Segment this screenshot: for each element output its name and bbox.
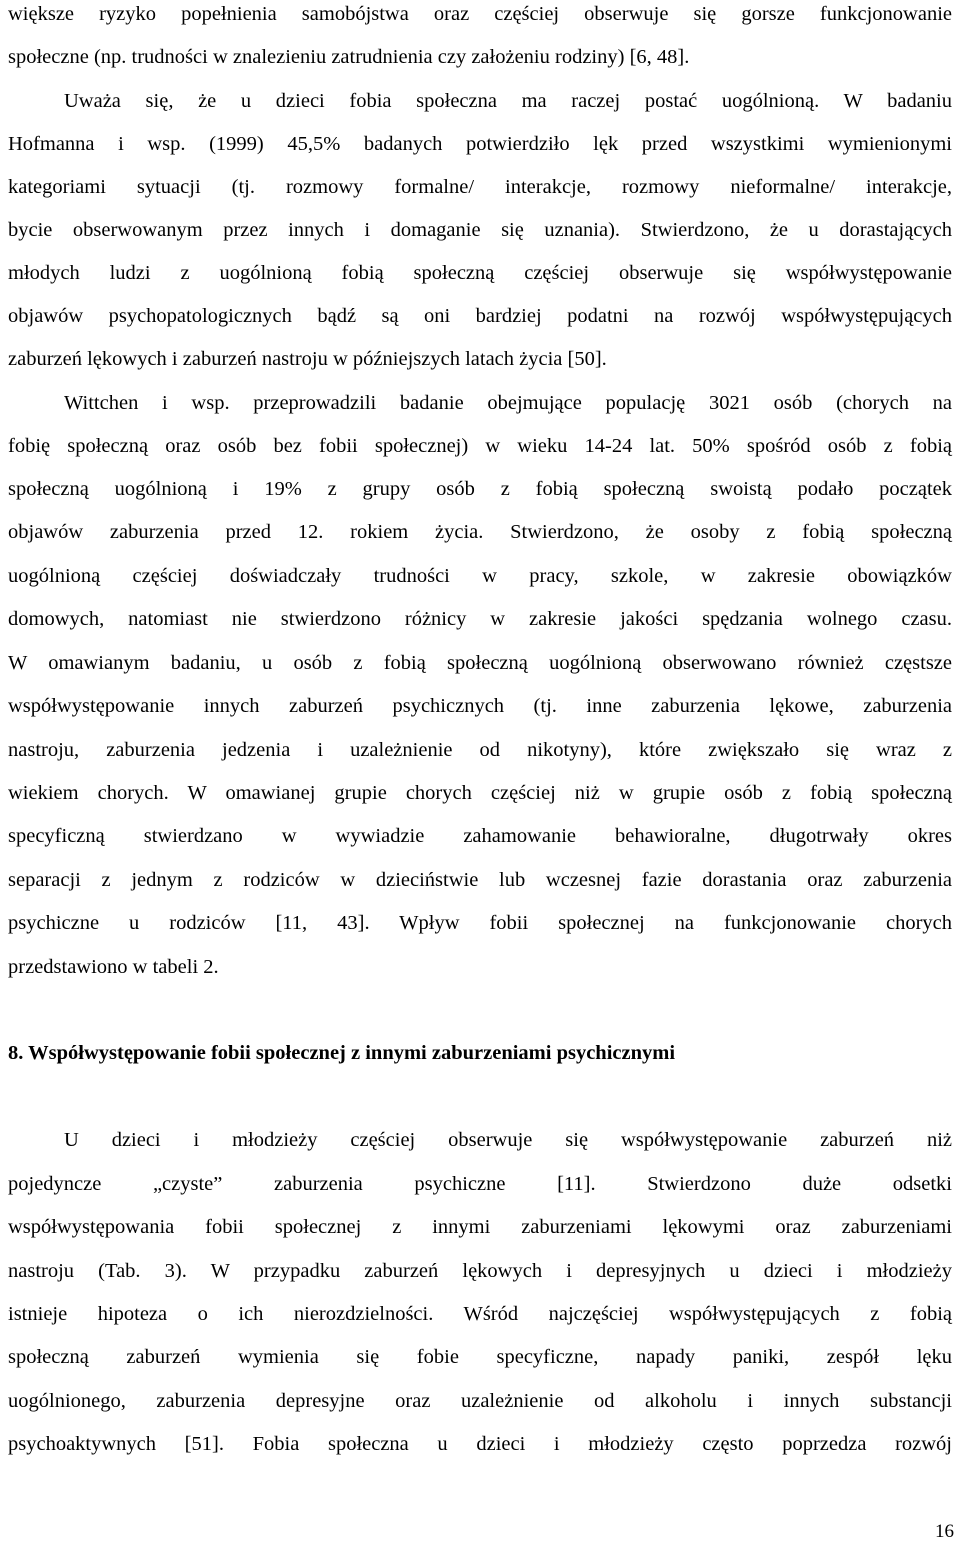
page-number: 16	[935, 1521, 954, 1542]
text-line: Hofmanna i wsp. (1999) 45,5% badanych potwierdziło lęk przed wszystkimi wymienionymi	[8, 133, 952, 155]
text-line: domowych, natomiast nie stwierdzono różnicy w zakresie jakości spędzania wolnego czasu.	[8, 608, 952, 630]
text-line: większe ryzyko popełnienia samobójstwa oraz częściej obserwuje się gorsze funkcjonowanie	[8, 3, 952, 25]
text-line: współwystępowania fobii społecznej z innymi zaburzeniami lękowymi oraz zaburzeniami	[8, 1216, 952, 1238]
text-line: istnieje hipoteza o ich nierozdzielności. Wśród najczęściej współwystępujących z fobią	[8, 1303, 952, 1325]
text-line: zaburzeń lękowych i zaburzeń nastroju w późniejszych latach życia [50].	[8, 348, 607, 370]
text-line: wiekiem chorych. W omawianej grupie chorych częściej niż w grupie osób z fobią społeczną	[8, 782, 952, 804]
text-line: nastroju (Tab. 3). W przypadku zaburzeń lękowych i depresyjnych u dzieci i młodzieży	[8, 1260, 952, 1282]
text-line: pojedyncze „czyste” zaburzenia psychiczne [11]. Stwierdzono duże odsetki	[8, 1173, 952, 1195]
text-line: separacji z jednym z rodziców w dzieciństwie lub wczesnej fazie dorastania oraz zaburzenia	[8, 869, 952, 891]
text-line: społeczną uogólnioną i 19% z grupy osób z fobią społeczną swoistą podało początek	[8, 478, 952, 500]
text-line: uogólnioną częściej doświadczały trudności w pracy, szkole, w zakresie obowiązków	[8, 565, 952, 587]
text-line: kategoriami sytuacji (tj. rozmowy formalne/ interakcje, rozmowy nieformalne/ interakcje,	[8, 176, 952, 198]
text-line: społeczne (np. trudności w znalezieniu zatrudnienia czy założeniu rodziny) [6, 48].	[8, 46, 690, 68]
text-line: Uważa się, że u dzieci fobia społeczna ma raczej postać uogólnioną. W badaniu	[64, 90, 952, 112]
text-line: Wittchen i wsp. przeprowadzili badanie obejmujące populację 3021 osób (chorych na	[64, 392, 952, 414]
text-line: U dzieci i młodzieży częściej obserwuje się współwystępowanie zaburzeń niż	[64, 1129, 952, 1151]
text-line: bycie obserwowanym przez innych i domaganie się uznania). Stwierdzono, że u dorastających	[8, 219, 952, 241]
text-line: objawów zaburzenia przed 12. rokiem życia. Stwierdzono, że osoby z fobią społeczną	[8, 521, 952, 543]
text-line: przedstawiono w tabeli 2.	[8, 956, 219, 978]
text-line: specyficzną stwierdzano w wywiadzie zahamowanie behawioralne, długotrwały okres	[8, 825, 952, 847]
text-line: społeczną zaburzeń wymienia się fobie specyficzne, napady paniki, zespół lęku	[8, 1346, 952, 1368]
text-line: fobię społeczną oraz osób bez fobii społecznej) w wieku 14-24 lat. 50% spośród osób z fobią	[8, 435, 952, 457]
text-line: psychoaktywnych [51]. Fobia społeczna u dzieci i młodzieży często poprzedza rozwój	[8, 1433, 952, 1455]
text-line: nastroju, zaburzenia jedzenia i uzależnienie od nikotyny), które zwiększało się wraz z	[8, 739, 952, 761]
text-line: uogólnionego, zaburzenia depresyjne oraz uzależnienie od alkoholu i innych substancji	[8, 1390, 952, 1412]
text-line: objawów psychopatologicznych bądź są oni bardziej podatni na rozwój współwystępujących	[8, 305, 952, 327]
text-line: młodych ludzi z uogólnioną fobią społeczną częściej obserwuje się współwystępowanie	[8, 262, 952, 284]
text-line: W omawianym badaniu, u osób z fobią społeczną uogólnioną obserwowano również częstsze	[8, 652, 952, 674]
text-line: współwystępowanie innych zaburzeń psychicznych (tj. inne zaburzenia lękowe, zaburzenia	[8, 695, 952, 717]
text-line: psychiczne u rodziców [11, 43]. Wpływ fobii społecznej na funkcjonowanie chorych	[8, 912, 952, 934]
section-heading: 8. Współwystępowanie fobii społecznej z innymi zaburzeniami psychicznymi	[8, 1042, 676, 1064]
